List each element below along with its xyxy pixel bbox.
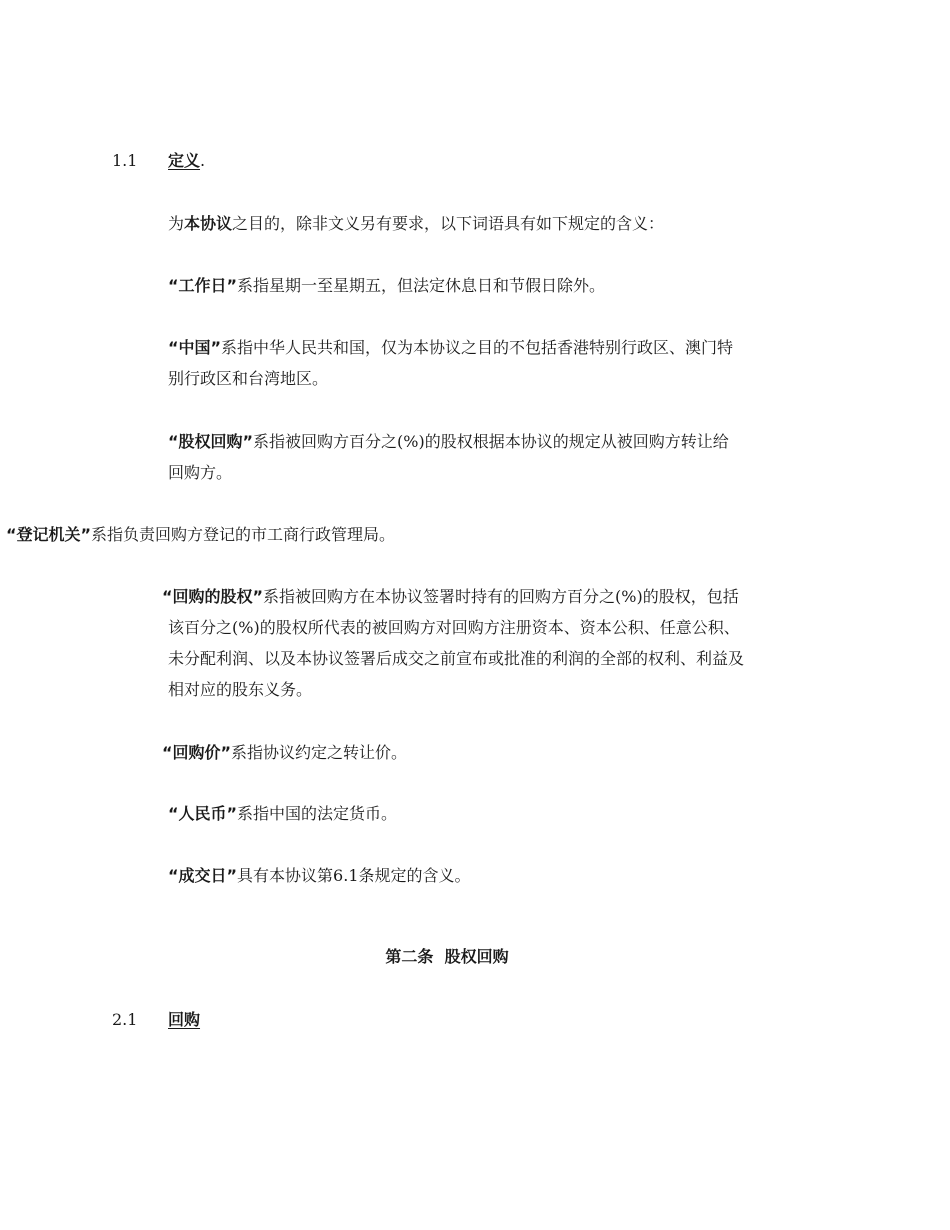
section-2-1-heading <box>112 1004 200 1035</box>
definition-registry <box>6 519 395 550</box>
definition-text: 系指被回购方在本协议签署时持有的回购方百分之(%)的股权，包括 <box>263 587 739 606</box>
definition-term: “股权回购” <box>168 432 254 451</box>
definition-term: “中国” <box>168 338 222 357</box>
definition-term: “人民币” <box>168 804 238 823</box>
definition-term: “登记机关” <box>6 525 92 544</box>
definition-rmb <box>168 798 397 829</box>
definition-text: 系指中国的法定货币。 <box>237 804 398 823</box>
section-title-suffix: . <box>200 151 206 170</box>
definition-text: 系指星期一至星期五，但法定休息日和节假日除外。 <box>237 276 606 295</box>
section-title: 回购 <box>168 1010 201 1029</box>
definition-text: 系指中华人民共和国，仅为本协议之目的不包括香港特别行政区、澳门特 <box>221 338 734 357</box>
agreement-term: 本协议 <box>184 214 233 233</box>
intro-paragraph: 为本协议之目的，除非文义另有要求，以下词语具有如下规定的含义： <box>168 214 665 233</box>
definition-term: “工作日” <box>168 276 238 295</box>
definition-price <box>162 737 407 768</box>
definition-term: “成交日” <box>168 866 238 885</box>
definition-term: “回购价” <box>162 743 232 762</box>
section-1-1-heading <box>112 145 205 176</box>
definition-workday <box>168 270 605 301</box>
definition-text: 系指负责回购方登记的市工商行政管理局。 <box>91 525 396 544</box>
definition-equity-buyback <box>168 426 729 488</box>
section-number: 2.1 <box>112 1010 138 1029</box>
definition-closing-date <box>168 860 471 891</box>
definition-text: 别行政区和台湾地区。 <box>168 369 329 388</box>
definition-repurchased-equity <box>162 581 744 705</box>
definition-text: 系指被回购方百分之(%)的股权根据本协议的规定从被回购方转让给 <box>253 432 729 451</box>
definition-text: 相对应的股东义务。 <box>168 680 313 699</box>
section-number: 1.1 <box>112 151 138 170</box>
definition-text: 具有本协议第6.1条规定的含义。 <box>237 866 471 885</box>
definition-text: 未分配利润、以及本协议签署后成交之前宣布或批准的利润的全部的权利、利益及 <box>168 649 745 668</box>
definition-text: 系指协议约定之转让价。 <box>231 743 408 762</box>
definition-term: “回购的股权” <box>162 587 264 606</box>
definition-china <box>168 332 733 394</box>
article-2-heading: 第二条 股权回购 <box>385 947 509 966</box>
definition-text: 回购方。 <box>168 463 233 482</box>
definition-text: 该百分之(%)的股权所代表的被回购方对回购方注册资本、资本公积、任意公积、 <box>168 618 740 637</box>
section-title: 定义 <box>168 151 201 170</box>
